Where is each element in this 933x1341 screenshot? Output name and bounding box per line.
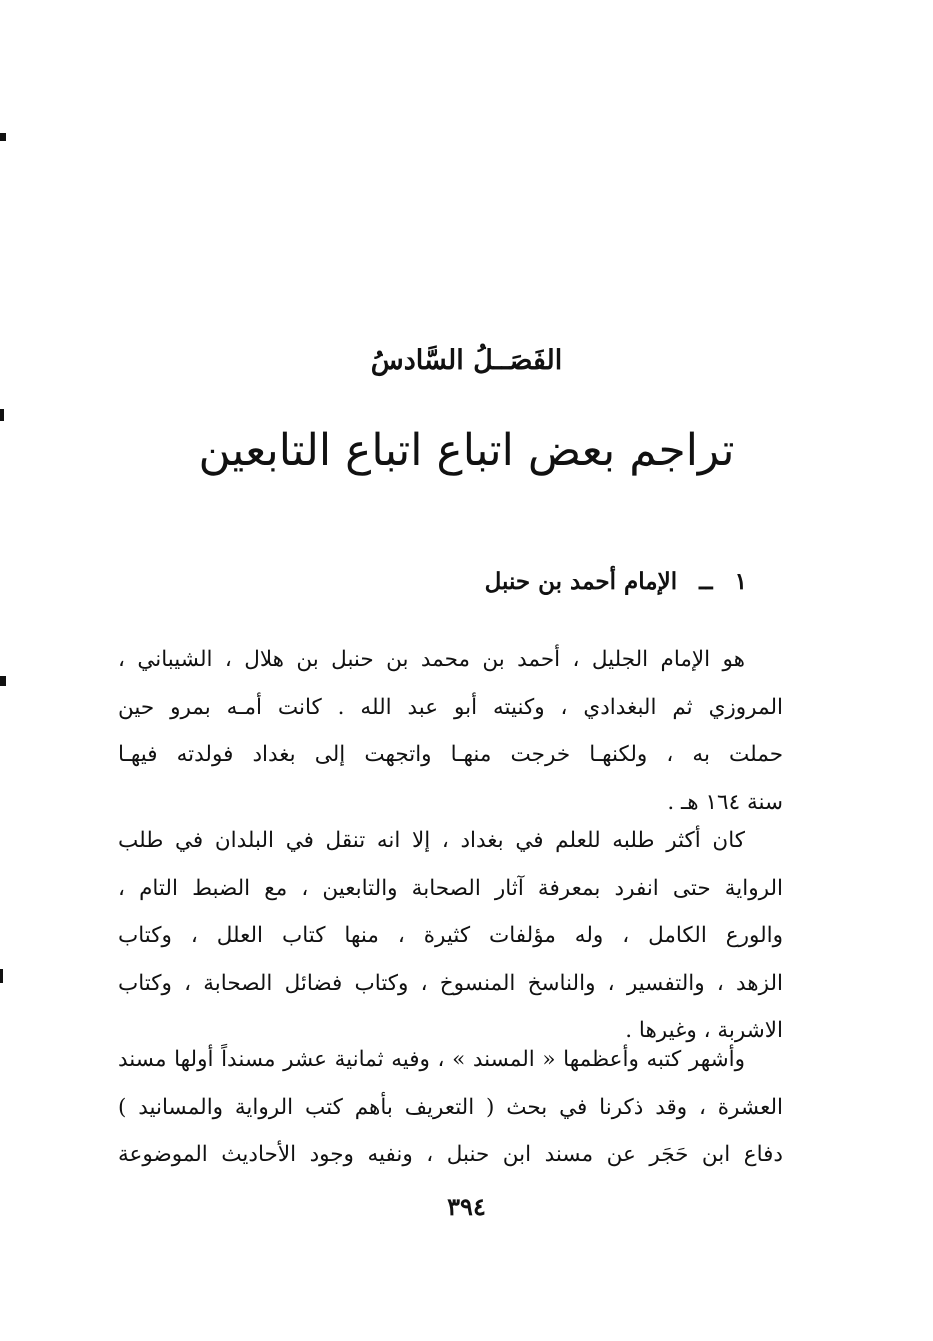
text-line: العشرة ، وقد ذكرنا في بحث ( التعريف بأهم كتب الرواية والمسانيد ) xyxy=(118,1094,783,1120)
paragraph xyxy=(118,817,783,1055)
text-line: الاشربة ، وغيرها . xyxy=(625,1018,783,1043)
page-number: ٣٩٤ xyxy=(447,1192,486,1221)
text-line: والورع الكامل ، وله مؤلفات كثيرة ، منها كتاب العلل ، وكتاب xyxy=(118,923,783,948)
scan-edge-mark xyxy=(0,409,4,421)
paragraph xyxy=(118,1036,783,1179)
text-line: الزهد ، والتفسير ، والناسخ المنسوخ ، وكتاب فضائل الصحابة ، وكتاب xyxy=(118,970,783,996)
section-heading xyxy=(485,568,747,595)
text-line: المروزي ثم البغدادي ، وكنيته أبو عبد الله . كانت أمـه بمرو حين xyxy=(118,694,783,720)
text-line: وأشهر كتبه وأعظمها « المسند » ، وفيه ثمانية عشر مسنداً أولها مسند xyxy=(118,1047,745,1072)
chapter-title: تراجم بعض اتباع اتباع التابعين xyxy=(198,425,735,476)
scan-edge-mark xyxy=(0,969,3,983)
chapter-label: الفَصَــلُ السَّادسُ xyxy=(370,345,563,376)
section-dash: ــ xyxy=(699,568,713,595)
text-line: دفاع ابن حَجَر عن مسند ابن حنبل ، ونفيه وجود الأحاديث الموضوعة xyxy=(118,1142,783,1167)
scan-edge-mark xyxy=(0,133,6,141)
text-line: الرواية حتى انفرد بمعرفة آثار الصحابة والتابعين ، مع الضبط التام ، xyxy=(118,875,783,901)
paragraph xyxy=(118,636,783,826)
section-number: ١ xyxy=(734,568,747,595)
text-line: حملت به ، ولكنهـا خرجت منهـا واتجهت إلى بغداد فولدته فيهـا xyxy=(118,742,783,767)
text-line: سنة ١٦٤ هـ . xyxy=(667,789,783,815)
text-line: هو الإمام الجليل ، أحمد بن محمد بن حنبل بن هلال ، الشيباني ، xyxy=(118,647,745,672)
scan-edge-mark xyxy=(0,676,6,686)
section-title: الإمام أحمد بن حنبل xyxy=(484,568,678,595)
text-line: كان أكثر طلبه للعلم في بغداد ، إلا انه تنقل في البلدان في طلب xyxy=(118,828,745,853)
